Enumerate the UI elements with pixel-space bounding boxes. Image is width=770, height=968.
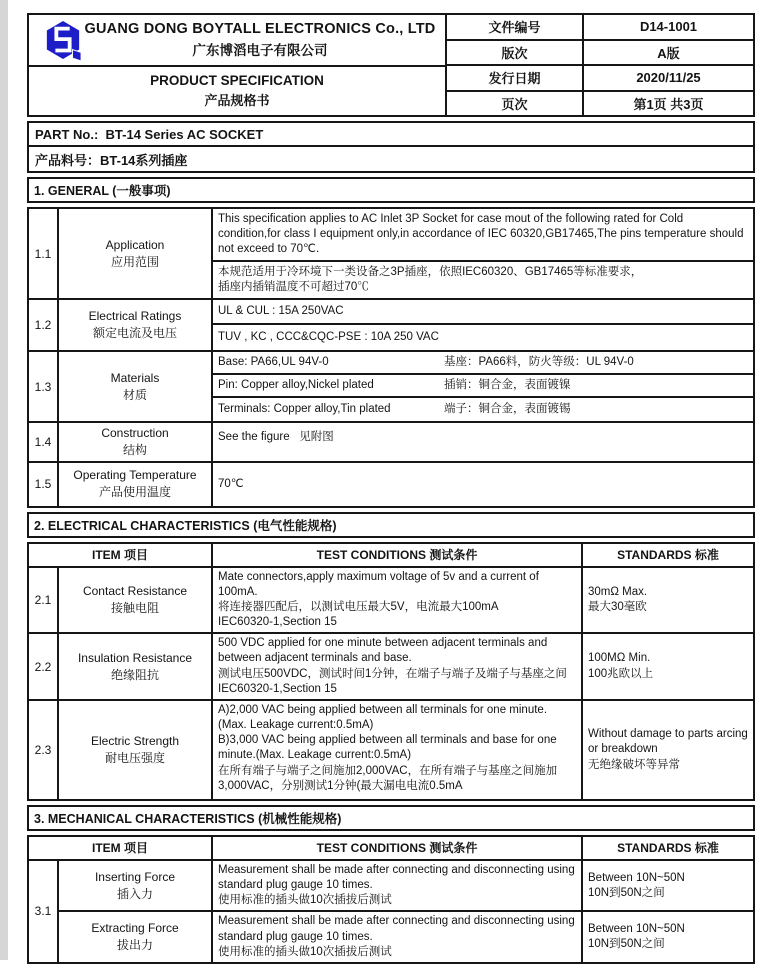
material-pin-en: Pin: Copper alloy,Nickel plated <box>218 378 374 391</box>
doc-number-value: D14-1001 <box>639 19 698 35</box>
row-number: 3.1 <box>29 861 59 962</box>
label-cn: 绝缘阻抗 <box>110 667 159 682</box>
material-terminals-en: Terminals: Copper alloy,Tin plated <box>218 402 391 415</box>
test-conditions <box>213 861 583 911</box>
label-cn: 插入力 <box>116 886 153 901</box>
standard-line: 10N到50N之间 <box>588 886 665 899</box>
label-en: Operating Temperature <box>73 468 197 483</box>
column-header-conditions: TEST CONDITIONS 测试条件 <box>213 837 583 859</box>
page-value: 第1页 共3页 <box>633 96 704 112</box>
label-en: Electrical Ratings <box>88 309 182 324</box>
column-header-standards: STANDARDS 标准 <box>617 548 719 563</box>
specification-document <box>27 13 755 968</box>
row-group-3-1 <box>29 859 753 962</box>
row-number: 1.1 <box>29 209 59 298</box>
condition-line: B)3,000 VAC being applied between all terminals and base for one minute.(Max. Leakage current:0.5mA) <box>218 734 557 762</box>
page-label: 页次 <box>447 92 584 116</box>
row-label <box>59 463 213 506</box>
standard-line: Without damage to parts arcing or breakdown <box>588 728 748 756</box>
group-body <box>59 861 753 962</box>
part-number-cn: 产品料号：BT-14系列插座 <box>35 152 188 168</box>
section-mechanical-title: 3. MECHANICAL CHARACTERISTICS (机械性能规格) <box>27 805 755 831</box>
row-content <box>213 463 753 506</box>
revision-label: 版次 <box>447 41 584 65</box>
row-label <box>59 701 213 799</box>
material-pin-cn: 插销：铜合金，表面镀镍 <box>444 378 571 391</box>
condition-line: 500 VDC applied for one minute between adjacent terminals and between adjacent terminals and base. <box>218 637 548 665</box>
label-cn: 产品使用温度 <box>98 485 171 500</box>
document-title-cn: 产品规格书 <box>204 92 270 108</box>
condition-line: Mate connectors,apply maximum voltage of 5v and a current of 100mA. <box>218 570 539 598</box>
material-base-en: Base: PA66,UL 94V-0 <box>218 355 329 368</box>
row-insulation-resistance <box>29 632 753 699</box>
material-base-cn: 基座：PA66料，防火等级：UL 94V-0 <box>444 355 634 368</box>
row-label <box>59 912 213 962</box>
row-application <box>29 209 753 298</box>
page-scan-edge <box>0 0 8 960</box>
company-logo-icon <box>44 20 82 62</box>
header-left <box>29 15 447 115</box>
condition-line: 测试电压500VDC，测试时间1分钟，在端子与端子及端子与基座之间 <box>218 667 567 680</box>
row-label <box>59 634 213 699</box>
condition-line: 使用标准的插头做10次插拔后测试 <box>218 945 392 958</box>
condition-line: 将连接器匹配后，以测试电压最大5V，电流最大100mA <box>218 600 499 613</box>
column-header-standards: STANDARDS 标准 <box>617 841 719 856</box>
document-title-en: PRODUCT SPECIFICATION <box>150 72 324 88</box>
test-conditions <box>213 568 583 633</box>
application-text-cn <box>213 262 753 298</box>
material-terminals-cn: 端子：铜合金，表面镀锡 <box>444 402 571 415</box>
row-number: 2.3 <box>29 701 59 799</box>
row-label <box>59 352 213 421</box>
standards <box>583 912 753 962</box>
info-row-revision <box>447 41 753 67</box>
part-number-block <box>27 121 755 173</box>
label-cn: 拔出力 <box>116 938 153 953</box>
row-number: 1.3 <box>29 352 59 421</box>
standards <box>583 634 753 699</box>
label-en: Construction <box>101 426 169 440</box>
row-content <box>213 300 753 350</box>
label-cn: 耐电压强度 <box>104 750 165 765</box>
label-cn: 材质 <box>122 387 147 402</box>
info-row-doc-number <box>447 15 753 41</box>
column-header-conditions: TEST CONDITIONS 测试条件 <box>213 544 583 566</box>
label-cn: 应用范围 <box>110 254 159 269</box>
row-number: 1.4 <box>29 423 59 461</box>
test-conditions <box>213 701 583 799</box>
revision-value: A版 <box>657 45 680 61</box>
row-label <box>59 209 213 298</box>
column-header-item: ITEM 项目 <box>29 837 213 859</box>
label-en: Application <box>105 237 165 252</box>
info-row-page <box>447 92 753 116</box>
issue-date-value: 2020/11/25 <box>636 70 701 86</box>
row-content <box>213 423 753 461</box>
label-en: Insulation Resistance <box>77 650 193 665</box>
row-label <box>59 568 213 633</box>
condition-line: A)2,000 VAC being applied between all terminals for one minute. <box>218 703 548 716</box>
section-electrical-title: 2. ELECTRICAL CHARACTERISTICS (电气性能规格) <box>27 512 755 538</box>
condition-line: (Max. Leakage current:0.5mA) <box>218 719 374 732</box>
rating-ul-cul: UL & CUL : 15A 250VAC <box>213 300 753 325</box>
application-line-en: This specification applies to AC Inlet 3P Socket for case mout of the following rated for Cold condition,for class Ⅰ equipment only,in accordance of IEC 60320,GB17465,The pins temperature should not exceed to 70℃. <box>218 212 744 256</box>
operating-temperature-text: 70℃ <box>218 477 244 490</box>
standard-line: 30mΩ Max. <box>588 585 648 598</box>
row-label <box>59 861 213 911</box>
mechanical-table-header <box>29 837 753 859</box>
condition-line: IEC60320-1,Section 15 <box>218 682 337 695</box>
standard-line: Between 10N~50N <box>588 871 685 884</box>
condition-line: 在所有端子与端子之间施加2,000VAC，在所有端子与基座之间施加3,000VAC，分别测试1分钟(最大漏电电流0.5mA <box>218 764 558 792</box>
info-row-issue-date <box>447 66 753 92</box>
row-number: 1.2 <box>29 300 59 350</box>
standard-line: 最大30毫欧 <box>588 600 647 613</box>
standard-line: 100MΩ Min. <box>588 652 651 665</box>
row-label <box>59 300 213 350</box>
company-name-cn: 广东博滔电子有限公司 <box>192 42 328 58</box>
row-materials <box>29 350 753 421</box>
construction-text: See the figure 见附图 <box>218 431 334 444</box>
standards <box>583 861 753 911</box>
row-inserting-force <box>59 861 753 911</box>
label-cn: 接触电阻 <box>110 600 159 615</box>
application-line-cn2: 插座内插销温度不可超过70℃ <box>218 281 369 293</box>
label-cn: 结构 <box>122 442 147 457</box>
material-terminals <box>213 398 753 421</box>
label-en: Materials <box>110 370 160 385</box>
standard-line: 100兆欧以上 <box>588 667 654 680</box>
application-text-en <box>213 209 753 262</box>
row-number: 2.1 <box>29 568 59 633</box>
test-conditions <box>213 912 583 962</box>
label-cn: 额定电流及电压 <box>92 326 177 340</box>
standards <box>583 701 753 799</box>
row-number: 2.2 <box>29 634 59 699</box>
label-en: Contact Resistance <box>82 584 188 599</box>
test-conditions <box>213 634 583 699</box>
row-contact-resistance <box>29 566 753 633</box>
company-cell <box>29 15 445 67</box>
standards <box>583 568 753 633</box>
document-title-cell <box>29 67 445 115</box>
row-content <box>213 352 753 421</box>
condition-line: Measurement shall be made after connecting and disconnecting using standard plug gauge 10 times. <box>218 863 575 892</box>
standard-line: 无绝缘破坏等异常 <box>588 758 680 771</box>
rating-tuv-kc: TUV , KC , CCC&CQC-PSE : 10A 250 VAC <box>218 330 439 343</box>
condition-line: 使用标准的插头做10次插拔后测试 <box>218 894 392 907</box>
application-line-cn1: 本规范适用于冷环境下一类设备之3P插座，依照IEC60320、GB17465等标准要求， <box>218 265 643 278</box>
label-en: Inserting Force <box>94 869 176 884</box>
row-electric-strength <box>29 699 753 799</box>
condition-line: Measurement shall be made after connecting and disconnecting using standard plug gauge 10 times. <box>218 915 575 943</box>
column-header-item: ITEM 项目 <box>29 544 213 566</box>
label-en: Extracting Force <box>91 921 179 936</box>
part-number-en: PART No.: BT-14 Series AC SOCKET <box>29 123 753 147</box>
doc-number-label: 文件编号 <box>447 15 584 39</box>
company-name-en: GUANG DONG BOYTALL ELECTRONICS Co., LTD <box>84 20 436 37</box>
condition-line: IEC60320-1,Section 15 <box>218 616 337 629</box>
document-header <box>27 13 755 117</box>
general-table <box>27 207 755 508</box>
row-electrical-ratings <box>29 298 753 350</box>
electrical-table <box>27 542 755 801</box>
material-base <box>213 352 753 375</box>
row-operating-temperature <box>29 461 753 506</box>
row-label <box>59 423 213 461</box>
row-extracting-force <box>59 910 753 962</box>
row-number: 1.5 <box>29 463 59 506</box>
electrical-table-header <box>29 544 753 566</box>
mechanical-table <box>27 835 755 964</box>
header-info-table <box>447 15 753 115</box>
material-pin <box>213 375 753 398</box>
section-general-title: 1. GENERAL (一般事项) <box>27 177 755 203</box>
standard-line: Between 10N~50N <box>588 923 685 936</box>
issue-date-label: 发行日期 <box>447 66 584 90</box>
row-construction <box>29 421 753 461</box>
label-en: Electric Strength <box>90 734 180 749</box>
standard-line: 10N到50N之间 <box>588 938 665 951</box>
row-content <box>213 209 753 298</box>
